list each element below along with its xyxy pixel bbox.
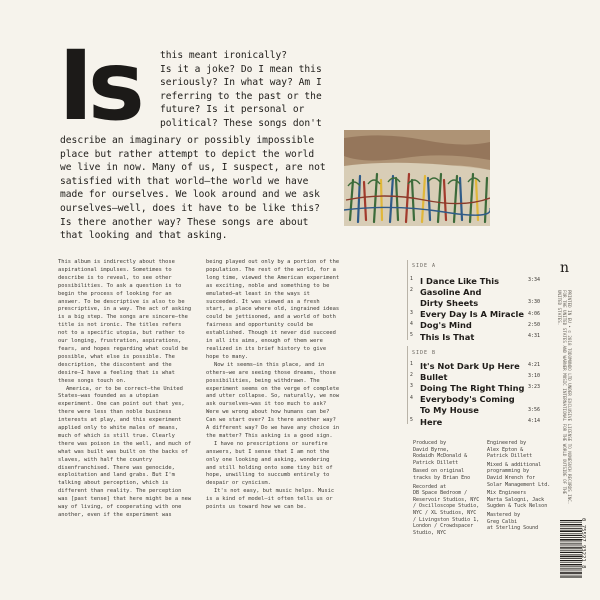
essay-lead — [160, 49, 330, 131]
track-row — [410, 360, 540, 371]
track-number: 1 — [410, 362, 413, 367]
credit-line: David Byrne, — [413, 446, 450, 453]
essay-paragraph: This album is indirectly about those aspirational impulses. Sometimes to describe is to reveal, to see other possibilities. To ask a question is to begin the process of looking for an answer. To be descriptive is also to be prescriptive, in a way. The act of asking is a big step. The songs are sincere—the title is not ironic. The titles refers not to a specific utopia, but rather to our longing, frustration, aspirations, fears, and hopes regarding what could be possible, what else is possible. The description, the discontent and the desire—I have a feeling that is what these songs touch on. — [58, 259, 192, 384]
credit-line: programming by — [487, 468, 530, 475]
track-title: Doing The Right Thing — [420, 382, 525, 393]
credit-line: Sugden & Tuck Nelson — [487, 503, 548, 510]
track-number: 4 — [410, 321, 413, 327]
credit-heading: Engineered by — [487, 440, 527, 446]
track-number: 5 — [410, 332, 413, 338]
barcode-number: 0 75597 93221 8 — [580, 518, 586, 569]
track-number: 4 — [410, 395, 413, 401]
track-time: 4:21 — [527, 362, 540, 368]
track-row — [410, 371, 540, 382]
credit-heading: Mix Engineers — [487, 490, 527, 497]
lead-line: Is it a joke? Do I mean this — [160, 63, 322, 75]
track-row — [410, 382, 540, 393]
track-title: To My House — [420, 405, 479, 416]
credit-heading: Based on original — [413, 468, 465, 475]
credit-line: at Sterling Sound — [487, 525, 539, 532]
credit-line: / Livingston Studio 1, — [413, 516, 480, 523]
side-a-divider — [407, 260, 408, 340]
credit-heading: Produced by — [413, 440, 447, 446]
track-number: 3 — [410, 384, 413, 390]
track-number: 2 — [410, 373, 413, 379]
essay-paragraph: America, or to be correct—the United States—was founded as a utopian experiment. One can point out that yes, there were less than noble business interests at play, and this experiment applied only to white males of means, much of which is still true. Clearly there was poison in the well, and much of what was built was built on the backs of slaves, with half the country disenfranchised. There was genocide, exploitation and land grabs. But I'm talking about perception, which is different than reality. The perception was [past tense] that here might be a new way of living, of cooperating with one another, even if the experiment was — [58, 385, 192, 518]
track-row — [410, 320, 540, 331]
credit-line: London / Crowdspacer — [413, 523, 474, 530]
track-title: Dirty Sheets — [420, 297, 479, 308]
side-b-tracklist — [410, 360, 540, 427]
credit-line: Rodaidh McDonald & — [413, 453, 468, 460]
credits-left — [413, 440, 483, 536]
credit-line: Patrick Dillett — [487, 453, 533, 460]
essay-column-2 — [206, 259, 342, 512]
track-row — [410, 394, 540, 405]
essay-column-1 — [58, 259, 194, 520]
track-row — [410, 275, 540, 286]
credit-heading: Mixed & additional — [487, 461, 542, 468]
lead-line: seriously? In what way? Am I — [160, 77, 322, 89]
drop-cap: Is — [58, 30, 139, 142]
track-title: Everybody's Coming — [420, 394, 515, 405]
label-logo: n — [560, 260, 570, 276]
track-time: 3:34 — [527, 277, 540, 283]
side-a-tracklist — [410, 275, 540, 342]
credit-line: tracks by Brian Eno — [413, 474, 471, 481]
track-row — [420, 297, 540, 308]
essay-paragraph: I have no prescriptions or surefire answers, but I sense that I am not the only one looking and asking, wondering and still holding onto some tiny bit of hope, unwilling to succumb entirely to despair or cynicism. — [206, 440, 333, 487]
track-time: 4:31 — [527, 332, 540, 339]
track-time: 4:06 — [527, 310, 540, 317]
track-number: 2 — [410, 288, 413, 294]
credit-block — [487, 512, 559, 532]
credit-heading: Recorded at — [413, 483, 447, 490]
credit-line: Solar Management Ltd. — [487, 481, 551, 488]
credit-block — [413, 468, 483, 481]
track-time: 4:14 — [527, 417, 540, 424]
credit-line: NYC / XL Studios, NYC — [413, 509, 477, 516]
track-row — [410, 416, 540, 427]
track-row — [410, 286, 540, 297]
barcode — [560, 520, 582, 578]
credit-line: Reservoir Studios, NYC — [413, 496, 480, 503]
track-row — [410, 331, 540, 342]
track-time: 3:10 — [527, 373, 540, 380]
side-b-label: SIDE B — [412, 350, 437, 356]
track-time: 2:50 — [527, 321, 540, 328]
side-b-divider — [407, 346, 408, 424]
credit-line: Patrick Dillett — [413, 459, 459, 466]
track-number: 5 — [410, 417, 413, 423]
track-row — [410, 309, 540, 320]
painting-artwork — [344, 130, 490, 226]
credit-block — [487, 490, 559, 510]
credit-block — [413, 484, 483, 537]
essay-paragraph: being played out only by a portion of the population. The rest of the world, for a long time, viewed the American experiment as exciting, noble and something to be emulated—at least in the ways it succeeded. It was viewed as a fresh start, a place where old, ingrained ideas could be jettisoned, and a world of both fairness and opportunity could be established. Though it never did succeed in all its aims, enough of them were realized in its brief history to give hope to many. — [206, 259, 340, 360]
track-title: Dog's Mind — [420, 320, 472, 331]
track-time: 3:23 — [527, 384, 540, 391]
essay-paragraph: Now it seems—in this place, and in others—we are seeing those dreams, those possibilities, being withdrawn. The experiment seems on the verge of complete and utter collapse. So, naturally, we now ask ourselves—was it too much to ask? Were we wrong about how humans can be? Can we start over? Is there another way? A different way? Do we have any choice in the matter? This asking is a good sign. — [206, 361, 340, 439]
side-a-label: SIDE A — [412, 263, 437, 269]
lead-line: referring to the past or the — [160, 90, 322, 102]
credit-line: Studio, NYC — [413, 529, 447, 536]
credit-line: David Wrench for — [487, 474, 536, 481]
track-title: It's Not Dark Up Here — [420, 360, 520, 371]
credit-line: DB Space Bedroom / — [413, 490, 468, 497]
cover-painting — [344, 130, 490, 226]
credit-line: Marta Salogni, Jack — [487, 496, 545, 503]
credit-line: Alex Epton & — [487, 446, 524, 453]
lead-line: political? These songs don't — [160, 117, 322, 129]
track-title: I Dance Like This — [420, 275, 500, 286]
legal-text: PRINTED IN EU • © 2018 TODOMUNDO LTD UNDER EXCLUSIVE LICENSE TO NONESUCH RECORDS INC. FOR THE UNITED STATES AND WARNER MUSIC INTERNATIONAL FOR THE WORLD OUTSIDE OF THE UNITED STATES. — [557, 290, 572, 505]
track-number: 1 — [410, 277, 413, 282]
lead-line: this meant ironically? — [160, 50, 288, 61]
track-time: 3:30 — [527, 299, 540, 306]
lead-line: future? Is it personal or — [160, 104, 305, 116]
credit-heading: Mastered by — [487, 511, 521, 518]
track-title: Here — [420, 416, 443, 427]
track-time: 3:56 — [527, 406, 540, 413]
credit-block — [413, 440, 483, 466]
essay-lead-continued: describe an imaginary or possibly impossible place but rather attempt to depict the world we live in now. Many of us, I suspect, are not satisfied with that world—the world we have made for ourselves. We look around and we ask ourselves—well, does it have to be like this? Is there another way? These songs are about that looking and that asking. — [60, 135, 326, 242]
essay-paragraph: It's not easy, but music helps. Music is a kind of model—it often tells us or points us toward how we can be. — [206, 488, 335, 511]
credit-line: Greg Calbi — [487, 518, 518, 525]
track-title: Bullet — [420, 371, 448, 382]
credit-line: / Oscilloscope Studio, — [413, 503, 480, 510]
track-title: This Is That — [420, 331, 475, 342]
credit-block — [487, 462, 559, 488]
credit-block — [487, 440, 559, 460]
credits-right — [487, 440, 559, 532]
track-title: Gasoline And — [420, 286, 482, 297]
track-row — [420, 405, 540, 416]
track-title: Every Day Is A Miracle — [420, 309, 525, 320]
track-number: 3 — [410, 310, 413, 316]
